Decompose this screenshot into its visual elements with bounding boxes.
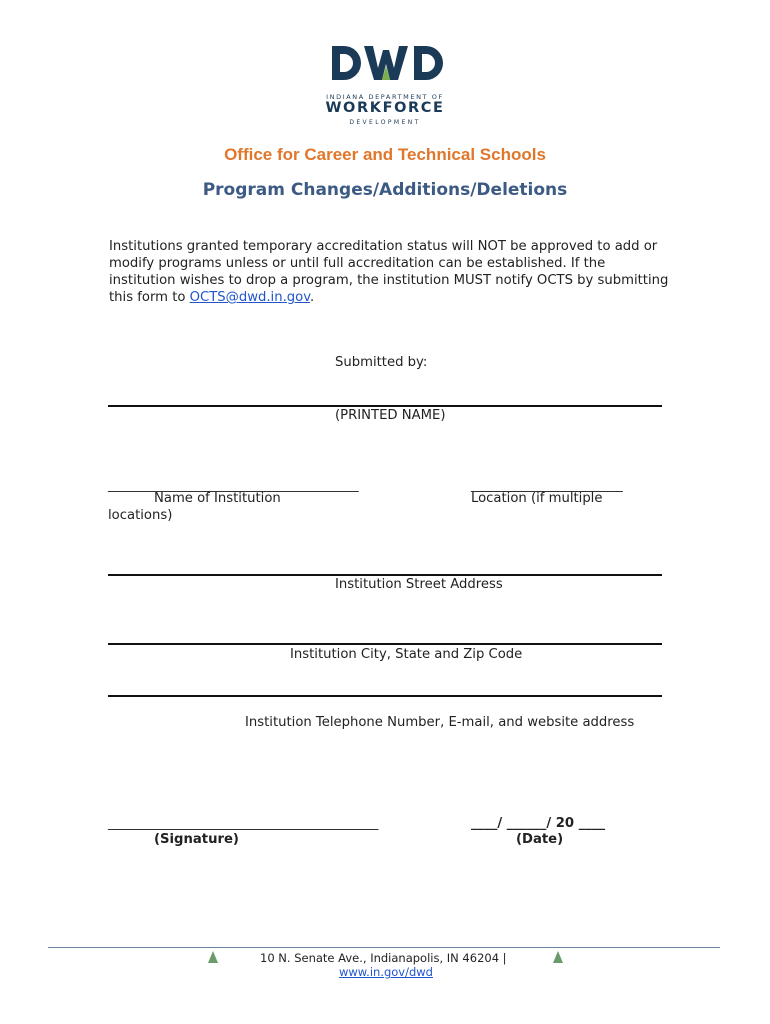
dwd-logo [318, 40, 452, 130]
location-label: Location (if multiple [471, 491, 603, 506]
office-title: Office for Career and Technical Schools [224, 145, 546, 164]
intro-text: Institutions granted temporary accreditation status will NOT be approved to add or modify programs unless or until full accreditation can be established. If the institution wishes to drop a program, the institution MUST notify OCTS by submitting this form to [109, 239, 669, 305]
date-label: (Date) [516, 832, 564, 847]
street-address-label: Institution Street Address [335, 577, 503, 592]
printed-name-line[interactable] [108, 405, 662, 407]
dwd-logomark [318, 40, 452, 86]
city-state-zip-line[interactable] [108, 643, 662, 645]
email-link[interactable]: OCTS@dwd.in.gov [189, 290, 310, 305]
locations-label-cont: locations) [108, 508, 173, 523]
date-blank[interactable]: ____/ ______/ 20 ____ [471, 816, 606, 831]
street-address-line[interactable] [108, 574, 662, 576]
intro-end: . [310, 290, 315, 305]
footer-triangle-icon [553, 951, 563, 963]
signature-blank[interactable]: _________________________________________ [108, 816, 379, 831]
page-title: Program Changes/Additions/Deletions [202, 180, 568, 200]
footer-triangle-icon [208, 951, 218, 963]
footer-website-link[interactable]: www.in.gov/dwd [339, 965, 433, 979]
city-state-zip-label: Institution City, State and Zip Code [290, 647, 523, 662]
submitted-by-label: Submitted by: [335, 355, 428, 370]
contact-line[interactable] [108, 695, 662, 697]
footer-divider [48, 947, 720, 948]
intro-paragraph [109, 238, 669, 306]
footer-address: 10 N. Senate Ave., Indianapolis, IN 46204 | [260, 951, 507, 965]
location-blank[interactable]: _______________________ [471, 478, 623, 493]
contact-label: Institution Telephone Number, E-mail, and website address [245, 715, 635, 730]
institution-name-blank[interactable]: ______________________________________ [108, 478, 359, 493]
printed-name-label: (PRINTED NAME) [335, 408, 446, 423]
logo-line-1: INDIANA DEPARTMENT OF [326, 93, 444, 101]
logo-line-3: DEVELOPMENT [349, 119, 421, 126]
signature-label: (Signature) [154, 832, 239, 847]
institution-name-label: Name of Institution [154, 491, 281, 506]
logo-line-2: WORKFORCE [325, 100, 445, 116]
